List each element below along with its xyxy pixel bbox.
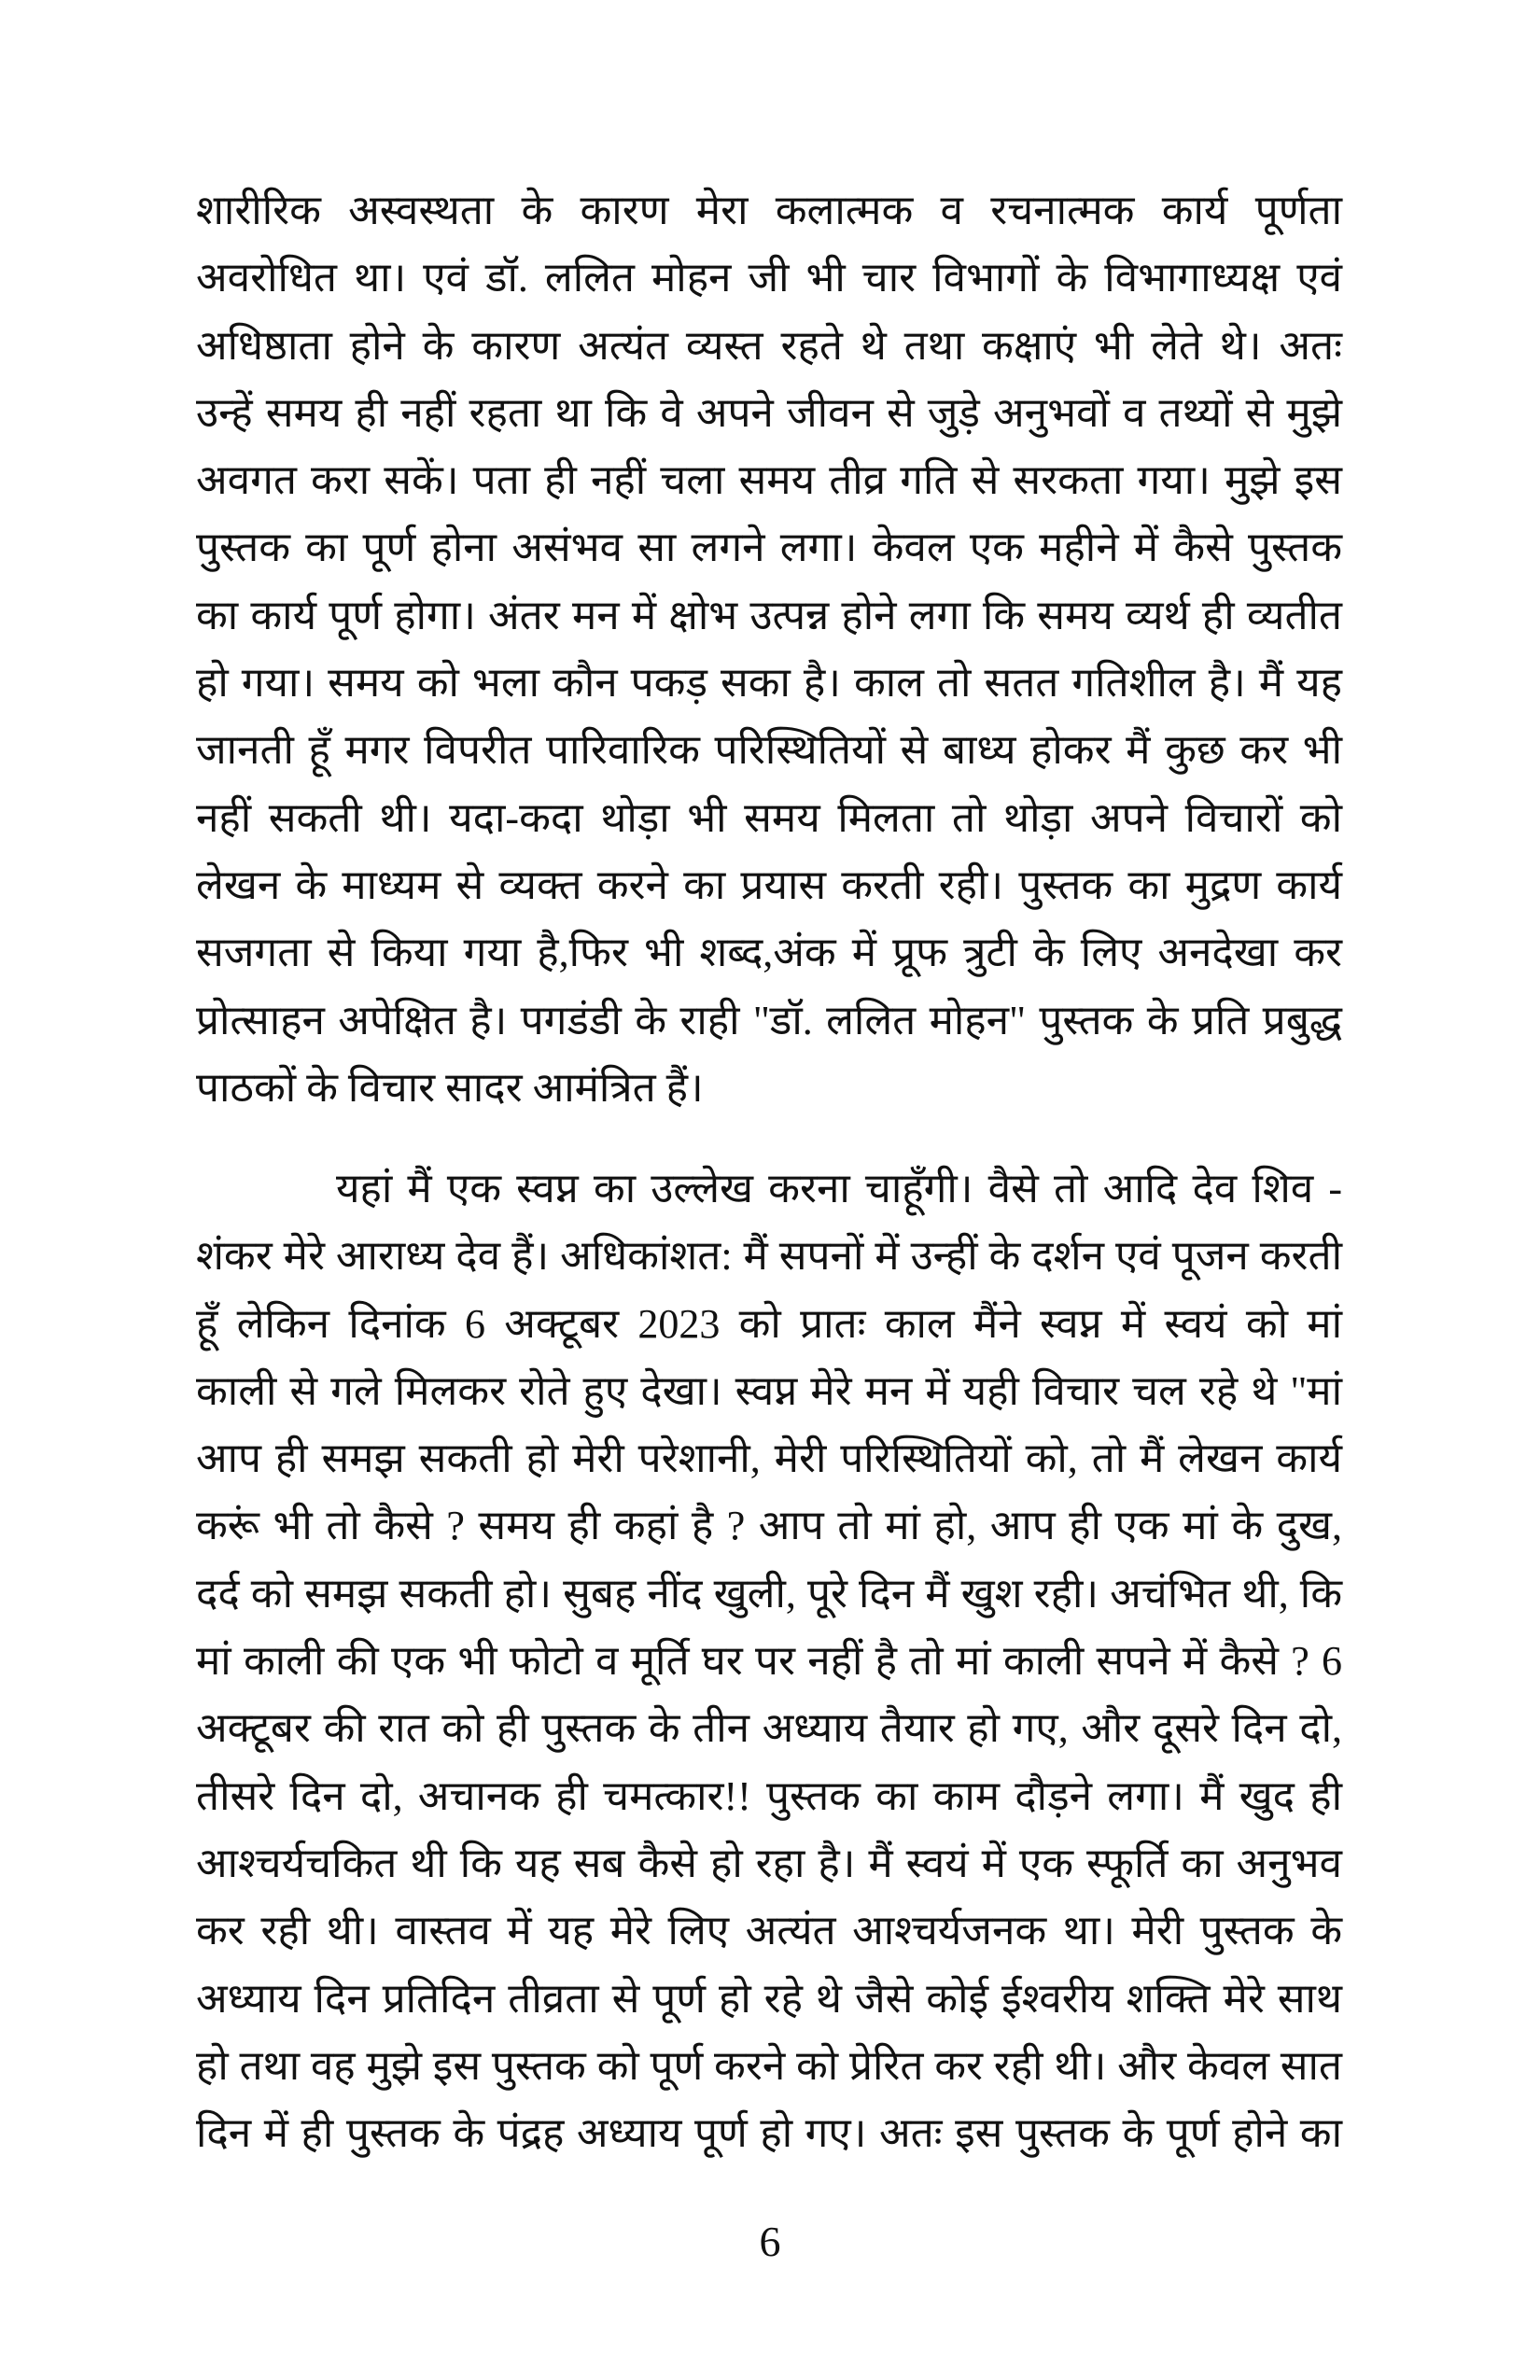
page-number: 6 (759, 2218, 781, 2265)
text-line: शंकर मेरे आराध्य देव हैं। अधिकांशत: मैं सपनों में उन्हीं के दर्शन एवं पूजन करती (196, 1233, 1342, 1280)
text-line: हो गया। समय को भला कौन पकड़ सका है। काल तो सतत गतिशील है। मैं यह (196, 660, 1342, 707)
paragraph-1 (196, 177, 1342, 1122)
text-line: का कार्य पूर्ण होगा। अंतर मन में क्षोभ उत्पन्न होने लगा कि समय व्यर्थ ही व्यतीत (196, 592, 1342, 638)
text-line: मां काली की एक भी फोटो व मूर्ति घर पर नहीं है तो मां काली सपने में कैसे ? 6 (196, 1638, 1342, 1685)
text-line: उन्हें समय ही नहीं रहता था कि वे अपने जीवन से जुड़े अनुभवों व तथ्यों से मुझे (196, 389, 1342, 436)
text-line: आप ही समझ सकती हो मेरी परेशानी, मेरी परिस्थितियों को, तो मैं लेखन कार्य (196, 1435, 1342, 1482)
text-line: सजगता से किया गया है,फिर भी शब्द,अंक में प्रूफ त्रुटी के लिए अनदेखा कर (196, 930, 1342, 976)
text-line: तीसरे दिन दो, अचानक ही चमत्कार!! पुस्तक का काम दौड़ने लगा। मैं खुद ही (196, 1772, 1342, 1819)
text-line: हूँ लेकिन दिनांक 6 अक्टूबर 2023 को प्रातः काल मैंने स्वप्न में स्वयं को मां (196, 1300, 1342, 1347)
text-line: काली से गले मिलकर रोते हुए देखा। स्वप्न मेरे मन में यही विचार चल रहे थे "मां (196, 1367, 1342, 1414)
text-line: पाठकों के विचार सादर आमंत्रित हैं। (196, 1064, 704, 1111)
text-line: पुस्तक का पूर्ण होना असंभव सा लगने लगा। केवल एक महीने में कैसे पुस्तक (196, 525, 1342, 571)
paragraph-2 (196, 1155, 1342, 2167)
text-line: हो तथा वह मुझे इस पुस्तक को पूर्ण करने को प्रेरित कर रही थी। और केवल सात (196, 2042, 1342, 2089)
text-line: आश्चर्यचकित थी कि यह सब कैसे हो रहा है। मैं स्वयं में एक स्फूर्ति का अनुभव (196, 1840, 1342, 1886)
text-line: जानती हूँ मगर विपरीत पारिवारिक परिस्थितियों से बाध्य होकर मैं कुछ कर भी (196, 727, 1342, 774)
text-line: अक्टूबर की रात को ही पुस्तक के तीन अध्याय तैयार हो गए, और दूसरे दिन दो, (196, 1705, 1342, 1752)
text-line: अधिष्ठाता होने के कारण अत्यंत व्यस्त रहते थे तथा कक्षाएं भी लेते थे। अतः (196, 322, 1342, 369)
text-line: अवरोधित था। एवं डॉ. ललित मोहन जी भी चार विभागों के विभागाध्यक्ष एवं (196, 255, 1342, 301)
text-line: नहीं सकती थी। यदा-कदा थोड़ा भी समय मिलता तो थोड़ा अपने विचारों को (196, 794, 1342, 841)
paragraph-text (196, 1155, 1342, 2167)
paragraph-text (196, 177, 1342, 1122)
text-line: लेखन के माध्यम से व्यक्त करने का प्रयास करती रही। पुस्तक का मुद्रण कार्य (196, 861, 1342, 908)
text-line: कर रही थी। वास्तव में यह मेरे लिए अत्यंत आश्चर्यजनक था। मेरी पुस्तक के (196, 1908, 1342, 1954)
text-line: दर्द को समझ सकती हो। सुबह नींद खुली, पूरे दिन मैं खुश रही। अचंभित थी, कि (196, 1570, 1342, 1617)
text-line: दिन में ही पुस्तक के पंद्रह अध्याय पूर्ण हो गए। अतः इस पुस्तक के पूर्ण होने का (196, 2110, 1342, 2157)
text-line: यहां मैं एक स्वप्न का उल्लेख करना चाहूँगी। वैसे तो आदि देव शिव - (336, 1166, 1342, 1211)
text-line: प्रोत्साहन अपेक्षित है। पगडंडी के राही "डॉ. ललित मोहन" पुस्तक के प्रति प्रबुद्ध (196, 997, 1342, 1043)
text-line: शारीरिक अस्वस्थता के कारण मेरा कलात्मक व रचनात्मक कार्य पूर्णता (196, 188, 1342, 233)
text-line: अध्याय दिन प्रतिदिन तीव्रता से पूर्ण हो रहे थे जैसे कोई ईश्वरीय शक्ति मेरे साथ (196, 1975, 1342, 2022)
text-line: अवगत करा सकें। पता ही नहीं चला समय तीव्र गति से सरकता गया। मुझे इस (196, 457, 1342, 504)
text-line: करूं भी तो कैसे ? समय ही कहां है ? आप तो मां हो, आप ही एक मां के दुख, (196, 1503, 1342, 1549)
